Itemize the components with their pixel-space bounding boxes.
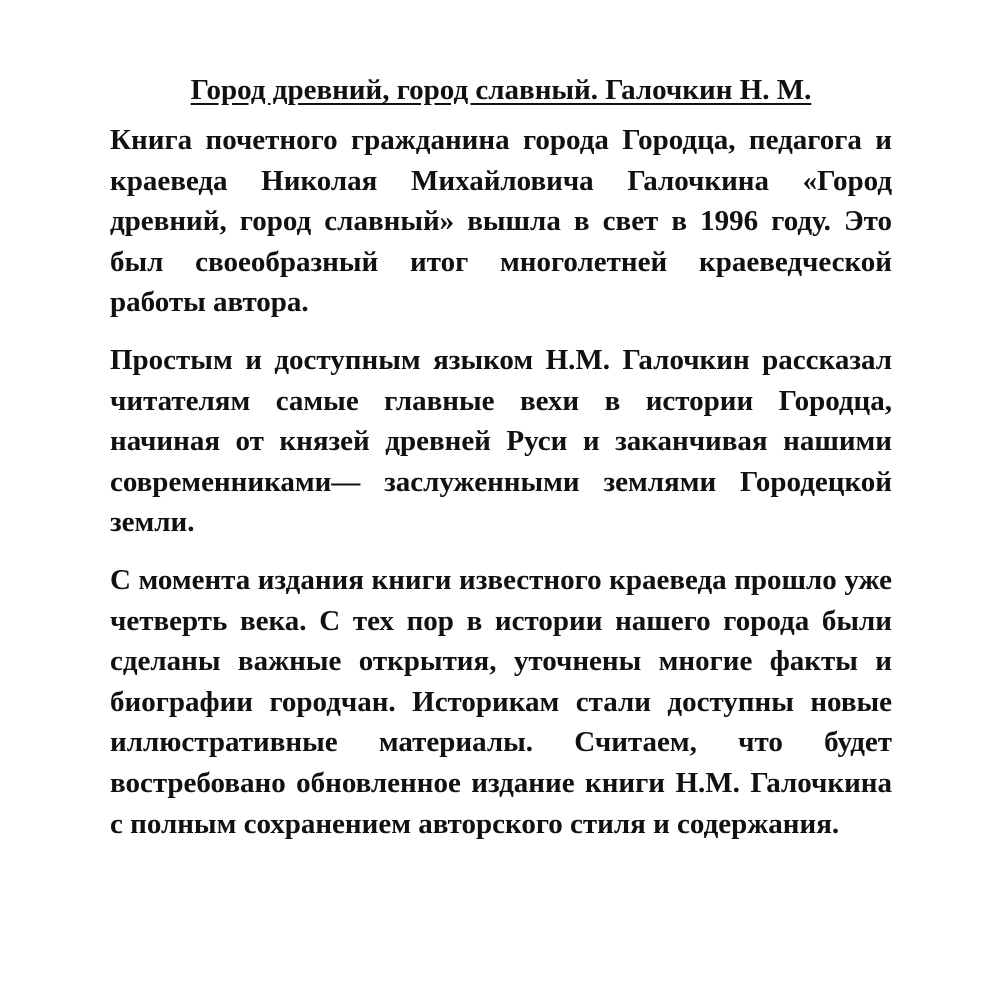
paragraph-content: Простым и доступным языком Н.М. Галочкин рассказал читателям самые главные вехи в истории Городца, начиная от князей древней Руси и заканчивая нашими современниками— заслуженными землями Городецкой земли. bbox=[110, 343, 892, 539]
paragraph-intro: Книга почетного гражданина города Городца, педагога и краеведа Николая Михайловича Галочкина «Город древний, город славный» вышла в свет в 1996 году. Это был своеобразный итог многолетней краеведческой работы автора. bbox=[110, 124, 892, 319]
document-page bbox=[110, 70, 892, 844]
document-title: Город древний, город славный. Галочкин Н. М. bbox=[190, 74, 812, 106]
paragraph-reissue: С момента издания книги известного краеведа прошло уже четверть века. С тех пор в истории нашего города были сделаны важные открытия, уточнены многие факты и биографии городчан. Историкам стали доступны новые иллюстративные материалы. Считаем, что будет востребовано обновленное издание книги Н.М. Галочкина с полным сохранением авторского стиля и содержания. bbox=[110, 563, 892, 840]
